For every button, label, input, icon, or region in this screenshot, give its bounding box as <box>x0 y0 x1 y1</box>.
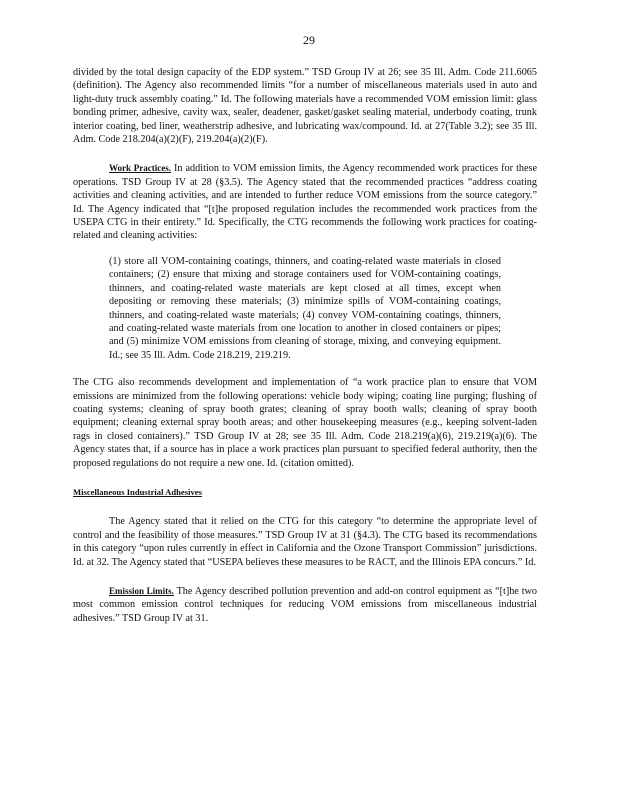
emission-limits-heading: Emission Limits. <box>109 586 174 596</box>
document-body <box>73 66 537 625</box>
work-practices-text: In addition to VOM emission limits, the Agency recommended work practices for these operations. TSD Group IV at 28 (§3.5). The Agency stated that the recommended practices “address coating activities and cleaning activities, and are intended to further reduce VOM emissions from the source category.” Id. The Agency indicated that “[t]he proposed regulation includes the recommended work practices from the USEPA CTG in their entirety.” Id. Specifically, the CTG recommends the following work practices for coating-related and cleaning activities: <box>73 163 537 242</box>
paragraph-misc-adhesives-ctg: The Agency stated that it relied on the CTG for this category “to determine the appropriate level of control and the feasibility of those measures.” TSD Group IV at 31 (§4.3). The CTG based its recommendations in this category “upon rules currently in effect in California and the Ozone Transport Commission” jurisdictions. Id. at 32. The Agency stated that “USEPA believes these measures to be RACT, and the Illinois EPA concurs.” Id. <box>73 516 537 568</box>
block-quote-work-practices: (1) store all VOM-containing coatings, thinners, and coating-related waste materials in closed containers; (2) ensure that mixing and storage containers used for VOM-containing coatings, thinners, and coating-related waste materials are kept closed at all times, except when depositing or removing these materials; (3) minimize spills of VOM-containing coatings, thinners, and coating-related waste materials; (4) convey VOM-containing coatings, thinners, and coating-related waste materials from one location to another in closed containers or pipes; and (5) minimize VOM emissions from cleaning of storage, mixing, and conveying equipment. Id.; see 35 Ill. Adm. Code 218.219, 219.219. <box>109 255 501 361</box>
paragraph-edp-limits: divided by the total design capacity of the EDP system.” TSD Group IV at 26; see 35 Ill. Adm. Code 211.6065 (definition). The Agency also recommended limits “for a number of miscellaneous materials used in auto and light-duty truck assembly coating.” Id. The following materials have a recommended VOM emission limit: glass bonding primer, adhesive, cavity wax, sealer, deadener, gasket/gasket sealing material, underbody coating, trunk interior coating, bed liner, weatherstrip adhesive, and lubricating wax/compound. Id. at 27(Table 3.2); see 35 Ill. Adm. Code 218.204(a)(2)(F), 219.204(a)(2)(F). <box>73 67 537 146</box>
work-practices-heading: Work Practices. <box>109 163 171 174</box>
emission-limits-text: The Agency described pollution prevention and add-on control equipment as “[t]he two most common emission control techniques for reducing VOM emissions from miscellaneous industrial adhesives.” TSD Group IV at 31. <box>73 586 537 624</box>
paragraph-work-practices <box>73 162 537 242</box>
paragraph-work-practice-plan: The CTG also recommends development and implementation of “a work practice plan to ensure that VOM emissions are minimized from the following operations: vehicle body wiping; coating line purging; flushing of coating systems; cleaning of spray booth grates; cleaning of spray booth walls; cleaning of spray booth equipment; cleaning external spray booth areas; and other housekeeping measures (e.g., keeping solvent-laden rags in closed containers).” TSD Group IV at 28; see 35 Ill. Adm. Code 218.219(a)(6), 219.219(a)(6). The Agency states that, if a source has in place a work practices plan pursuant to specified federal authority, then the proposed regulations do not require a new one. Id. (citation omitted). <box>73 377 537 469</box>
section-heading-misc-adhesives: Miscellaneous Industrial Adhesives <box>73 486 202 497</box>
paragraph-emission-limits <box>73 585 537 625</box>
page-number: 29 <box>303 33 315 47</box>
